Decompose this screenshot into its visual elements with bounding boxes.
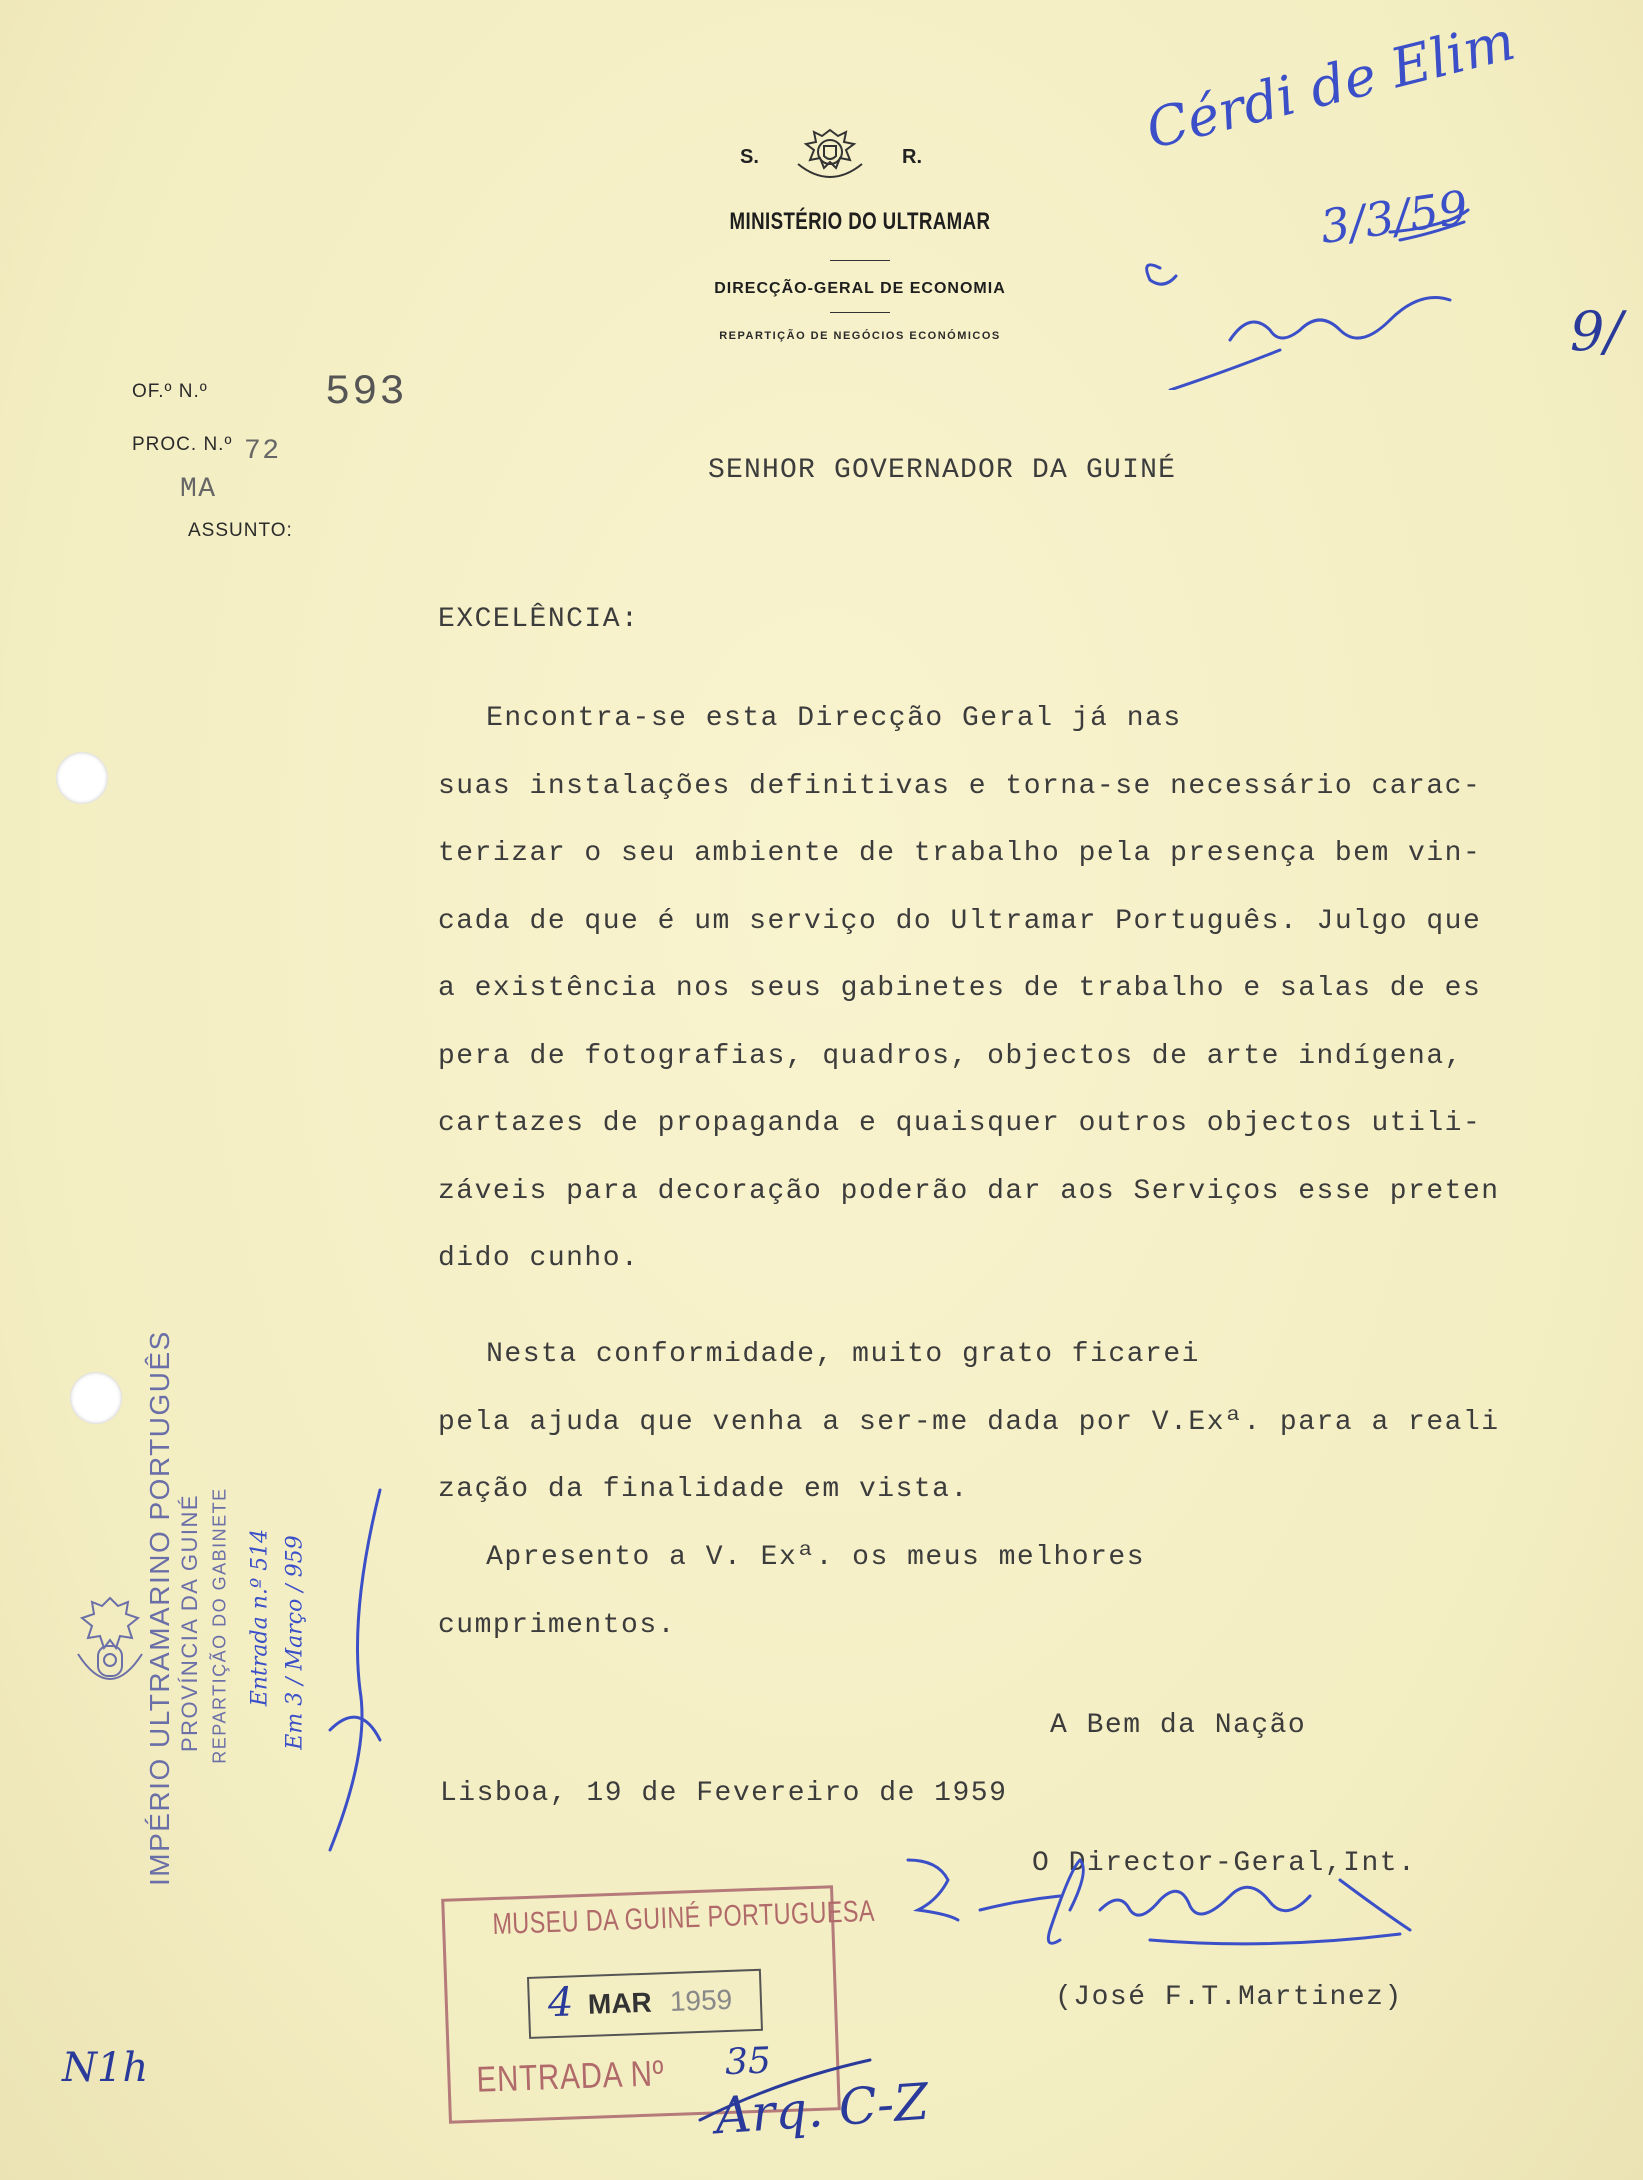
closing xyxy=(358,1542,1146,1677)
handwritten-left-mark: N1h xyxy=(62,2045,149,2091)
paragraph-line: cartazes de propaganda e quaisquer outros objectos utili- xyxy=(438,1108,1482,1139)
department-title: REPARTIÇÃO DE NEGÓCIOS ECONÓMICOS xyxy=(719,330,1001,342)
side-stamp-entrada: Entrada n.º 514 xyxy=(247,1528,273,1707)
paragraph-line: záveis para decoração poderão dar aos Serviços esse preten xyxy=(438,1175,1500,1207)
handwritten-strike xyxy=(690,2050,880,2130)
paragraph-line: pela ajuda que venha a ser-me dada por V.Exª. para a reali xyxy=(438,1406,1500,1438)
place-date: Lisboa, 19 de Fevereiro de 1959 xyxy=(440,1778,1008,1809)
letterhead-s: S. xyxy=(740,146,759,168)
addressee: SENHOR GOVERNADOR DA GUINÉ xyxy=(708,455,1177,486)
motto: A Bem da Nação xyxy=(1050,1710,1307,1741)
side-stamp-line3: REPARTIÇÃO DO GABINETE xyxy=(209,1487,230,1764)
handwritten-top-mark: 9/ xyxy=(1570,300,1623,363)
of-label: OF.º N.º xyxy=(132,381,208,402)
paragraph-line: pera de fotografias, quadros, objectos de arte indígena, xyxy=(438,1040,1463,1072)
signer-name: (José F.T.Martinez) xyxy=(1055,1982,1403,2013)
museum-stamp-day: 4 xyxy=(547,1979,575,2027)
letterhead xyxy=(640,118,1080,348)
assunto-label: ASSUNTO: xyxy=(188,520,293,541)
museum-stamp-year: 1959 xyxy=(669,1983,733,2017)
handwritten-top-date: 3/3/59 xyxy=(1316,179,1472,255)
paragraph-2 xyxy=(358,1339,1500,1542)
ministry-title: MINISTÉRIO DO ULTRAMAR xyxy=(729,208,991,235)
proc-number: 72 xyxy=(244,436,281,467)
salutation: EXCELÊNCIA: xyxy=(438,604,640,635)
paragraph-line: suas instalações definitivas e torna-se necessário carac- xyxy=(438,770,1482,802)
paragraph-1 xyxy=(358,703,1500,1311)
paragraph-line: Encontra-se esta Direcção Geral já nas xyxy=(358,703,1182,734)
proc-suffix: MA xyxy=(180,474,217,505)
museum-stamp-month: MAR xyxy=(587,1986,653,2020)
letterhead-divider-1 xyxy=(830,260,890,261)
coat-of-arms-icon xyxy=(788,124,872,190)
paragraph-line: dido cunho. xyxy=(438,1243,640,1274)
stamp-coat-of-arms-icon xyxy=(70,1590,150,1700)
of-number: 593 xyxy=(325,368,407,416)
letterhead-r: R. xyxy=(902,146,922,168)
paragraph-line: Apresento a V. Exª. os meus melhores xyxy=(358,1542,1146,1573)
punch-hole-top xyxy=(56,752,108,804)
paragraph-line: Nesta conformidade, muito grato ficarei xyxy=(358,1339,1200,1370)
side-stamp-line1: IMPÉRIO ULTRAMARINO PORTUGUÊS xyxy=(144,1330,175,1886)
letterhead-divider-2 xyxy=(830,312,890,313)
museum-stamp-entrada-label: ENTRADA Nº xyxy=(475,2052,666,2100)
handwritten-archive-note: Arq. C-Z xyxy=(713,2072,931,2146)
signature xyxy=(900,1850,1520,1980)
paragraph-line: terizar o seu ambiente de trabalho pela presença bem vin- xyxy=(438,838,1482,869)
side-stamp-date: Em 3 / Março / 959 xyxy=(282,1535,308,1750)
handwritten-top-line1: Cérdi de Elim xyxy=(1140,8,1521,162)
side-stamp-scrawl xyxy=(320,1480,390,1860)
proc-label: PROC. N.º xyxy=(132,434,233,455)
paragraph-line: a existência nos seus gabinetes de trabalho e salas de es xyxy=(438,973,1482,1004)
directorate-title: DIRECÇÃO-GERAL DE ECONOMIA xyxy=(714,280,1006,297)
side-stamp-line2: PROVÍNCIA DA GUINÉ xyxy=(177,1493,202,1753)
museum-stamp-title: MUSEU DA GUINÉ PORTUGUESA xyxy=(491,1894,876,1942)
paragraph-line: cumprimentos. xyxy=(438,1609,676,1641)
paragraph-line: cada de que é um serviço do Ultramar Português. Julgo que xyxy=(438,905,1482,937)
museum-stamp-entrada-number: 35 xyxy=(724,2040,772,2084)
museum-stamp-date-box xyxy=(527,1969,763,2039)
signer-title: O Director-Geral,Int. xyxy=(1032,1848,1417,1879)
side-stamp xyxy=(60,1330,390,1900)
paragraph-line: zação da finalidade em vista. xyxy=(438,1474,969,1505)
